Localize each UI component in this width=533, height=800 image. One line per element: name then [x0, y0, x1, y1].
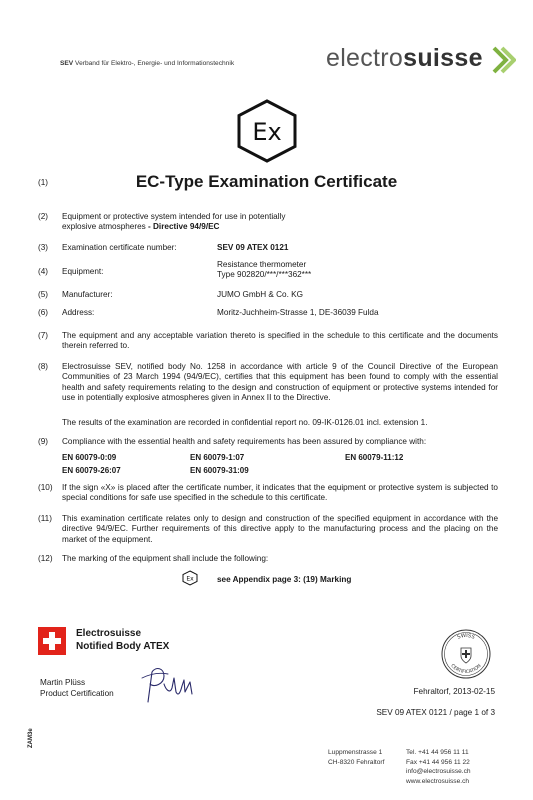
manufacturer-value: JUMO GmbH & Co. KG	[217, 290, 303, 299]
marking-intro-text: The marking of the equipment shall include the following:	[62, 554, 269, 563]
compliance-text: Compliance with the essential health and safety requirements has been assured by compliance with:	[62, 437, 427, 446]
report-reference: The results of the examination are recorded in confidential report no. 09-IK-0126.01 incl. extension 1.	[62, 418, 428, 427]
email-link[interactable]: info@electrosuisse.ch	[406, 768, 471, 776]
org-subtitle: SEV Verband für Elektro-, Energie- und Informationstechnik	[60, 60, 235, 67]
electrosuisse-logo: electrosuisse	[326, 44, 483, 72]
item-number: (1)	[38, 178, 49, 187]
website-link[interactable]: www.electrosuisse.ch	[406, 777, 470, 785]
notified-body-name: Electrosuisse Notified Body ATEX	[76, 628, 170, 652]
footer-address: Luppmenstrasse 1 CH-8320 Fehraltorf	[328, 749, 385, 766]
standard-item: EN 60079-0:09	[62, 453, 117, 462]
notified-body-statement: Electrosuisse SEV, notified body No. 1258 in accordance with article 9 of the Council Directive of the European Communities of 23 March 1994 (94/9/EC), certifies that this equipment has been found to comply with the essential health and safety requirements relating to the design and construction of equipment or protective systems intended for use in potentially explosive atmospheres given in Annex II to the Directive.	[62, 362, 498, 403]
scope-text: This examination certificate relates only to design and construction of the specified equipment in accordance with the directive 94/9/EC. Further requirements of this directive apply to the manufacturing process and the placing on the market of the equipment.	[62, 514, 498, 544]
svg-text:Ex: Ex	[252, 118, 282, 146]
certificate-title: EC-Type Examination Certificate	[135, 172, 398, 191]
signature-icon	[138, 664, 198, 706]
page-reference: SEV 09 ATEX 0121 / page 1 of 3	[376, 708, 495, 717]
svg-text:CERTIFICATION: CERTIFICATION	[449, 663, 483, 676]
item-number: (5)	[38, 290, 49, 299]
item-number: (2)	[38, 212, 49, 221]
place-date: Fehraltorf, 2013-02-15	[413, 687, 495, 696]
equipment-directive-text: Equipment or protective system intended for use in potentially explosive atmospheres - Directive 94/9/EC	[62, 212, 286, 232]
standard-item: EN 60079-11:12	[345, 453, 404, 462]
certificate-number-label: Examination certificate number:	[62, 243, 177, 252]
swiss-cross-icon	[38, 627, 66, 655]
swiss-certification-seal-icon	[440, 628, 492, 680]
side-code: ZAM3e	[28, 728, 34, 748]
chevron-logo-icon	[490, 45, 516, 75]
standard-item: EN 60079-31:09	[190, 466, 249, 475]
equipment-value: Resistance thermometer Type 902820/***/***362***	[217, 260, 312, 280]
item-number: (3)	[38, 243, 49, 252]
item-number: (7)	[38, 331, 49, 340]
signatory-block: Martin Plüss Product Certification	[40, 678, 114, 698]
standard-item: EN 60079-26:07	[62, 466, 121, 475]
item-number: (10)	[38, 483, 53, 492]
svg-text:SWISS: SWISS	[456, 632, 476, 641]
ex-marking-icon	[182, 570, 198, 586]
ex-explosion-protection-icon	[234, 98, 300, 164]
item-number: (9)	[38, 437, 49, 446]
item-number: (4)	[38, 267, 49, 276]
footer-contact: Tel. +41 44 956 11 11 Fax +41 44 956 11 22 info@electrosuisse.ch www.electrosuisse.ch	[406, 749, 471, 785]
marking-reference: see Appendix page 3: (19) Marking	[217, 575, 352, 584]
item-number: (6)	[38, 308, 49, 317]
certificate-number-value: SEV 09 ATEX 0121	[217, 243, 289, 252]
address-label: Address:	[62, 308, 95, 317]
item-number: (11)	[38, 514, 52, 523]
special-conditions-text: If the sign «X» is placed after the certificate number, it indicates that the equipment or protective system is subjected to special conditions for safe use specified in the schedule to this certificate.	[62, 483, 498, 503]
standard-item: EN 60079-1:07	[190, 453, 245, 462]
manufacturer-label: Manufacturer:	[62, 290, 113, 299]
svg-text:Ex: Ex	[186, 575, 194, 583]
equipment-label: Equipment:	[62, 267, 104, 276]
item-number: (12)	[38, 554, 53, 563]
address-value: Moritz-Juchheim-Strasse 1, DE-36039 Fulda	[217, 308, 379, 317]
item-number: (8)	[38, 362, 49, 371]
schedule-text: The equipment and any acceptable variation thereto is specified in the schedule to this certificate and the documents therein referred to.	[62, 331, 498, 351]
